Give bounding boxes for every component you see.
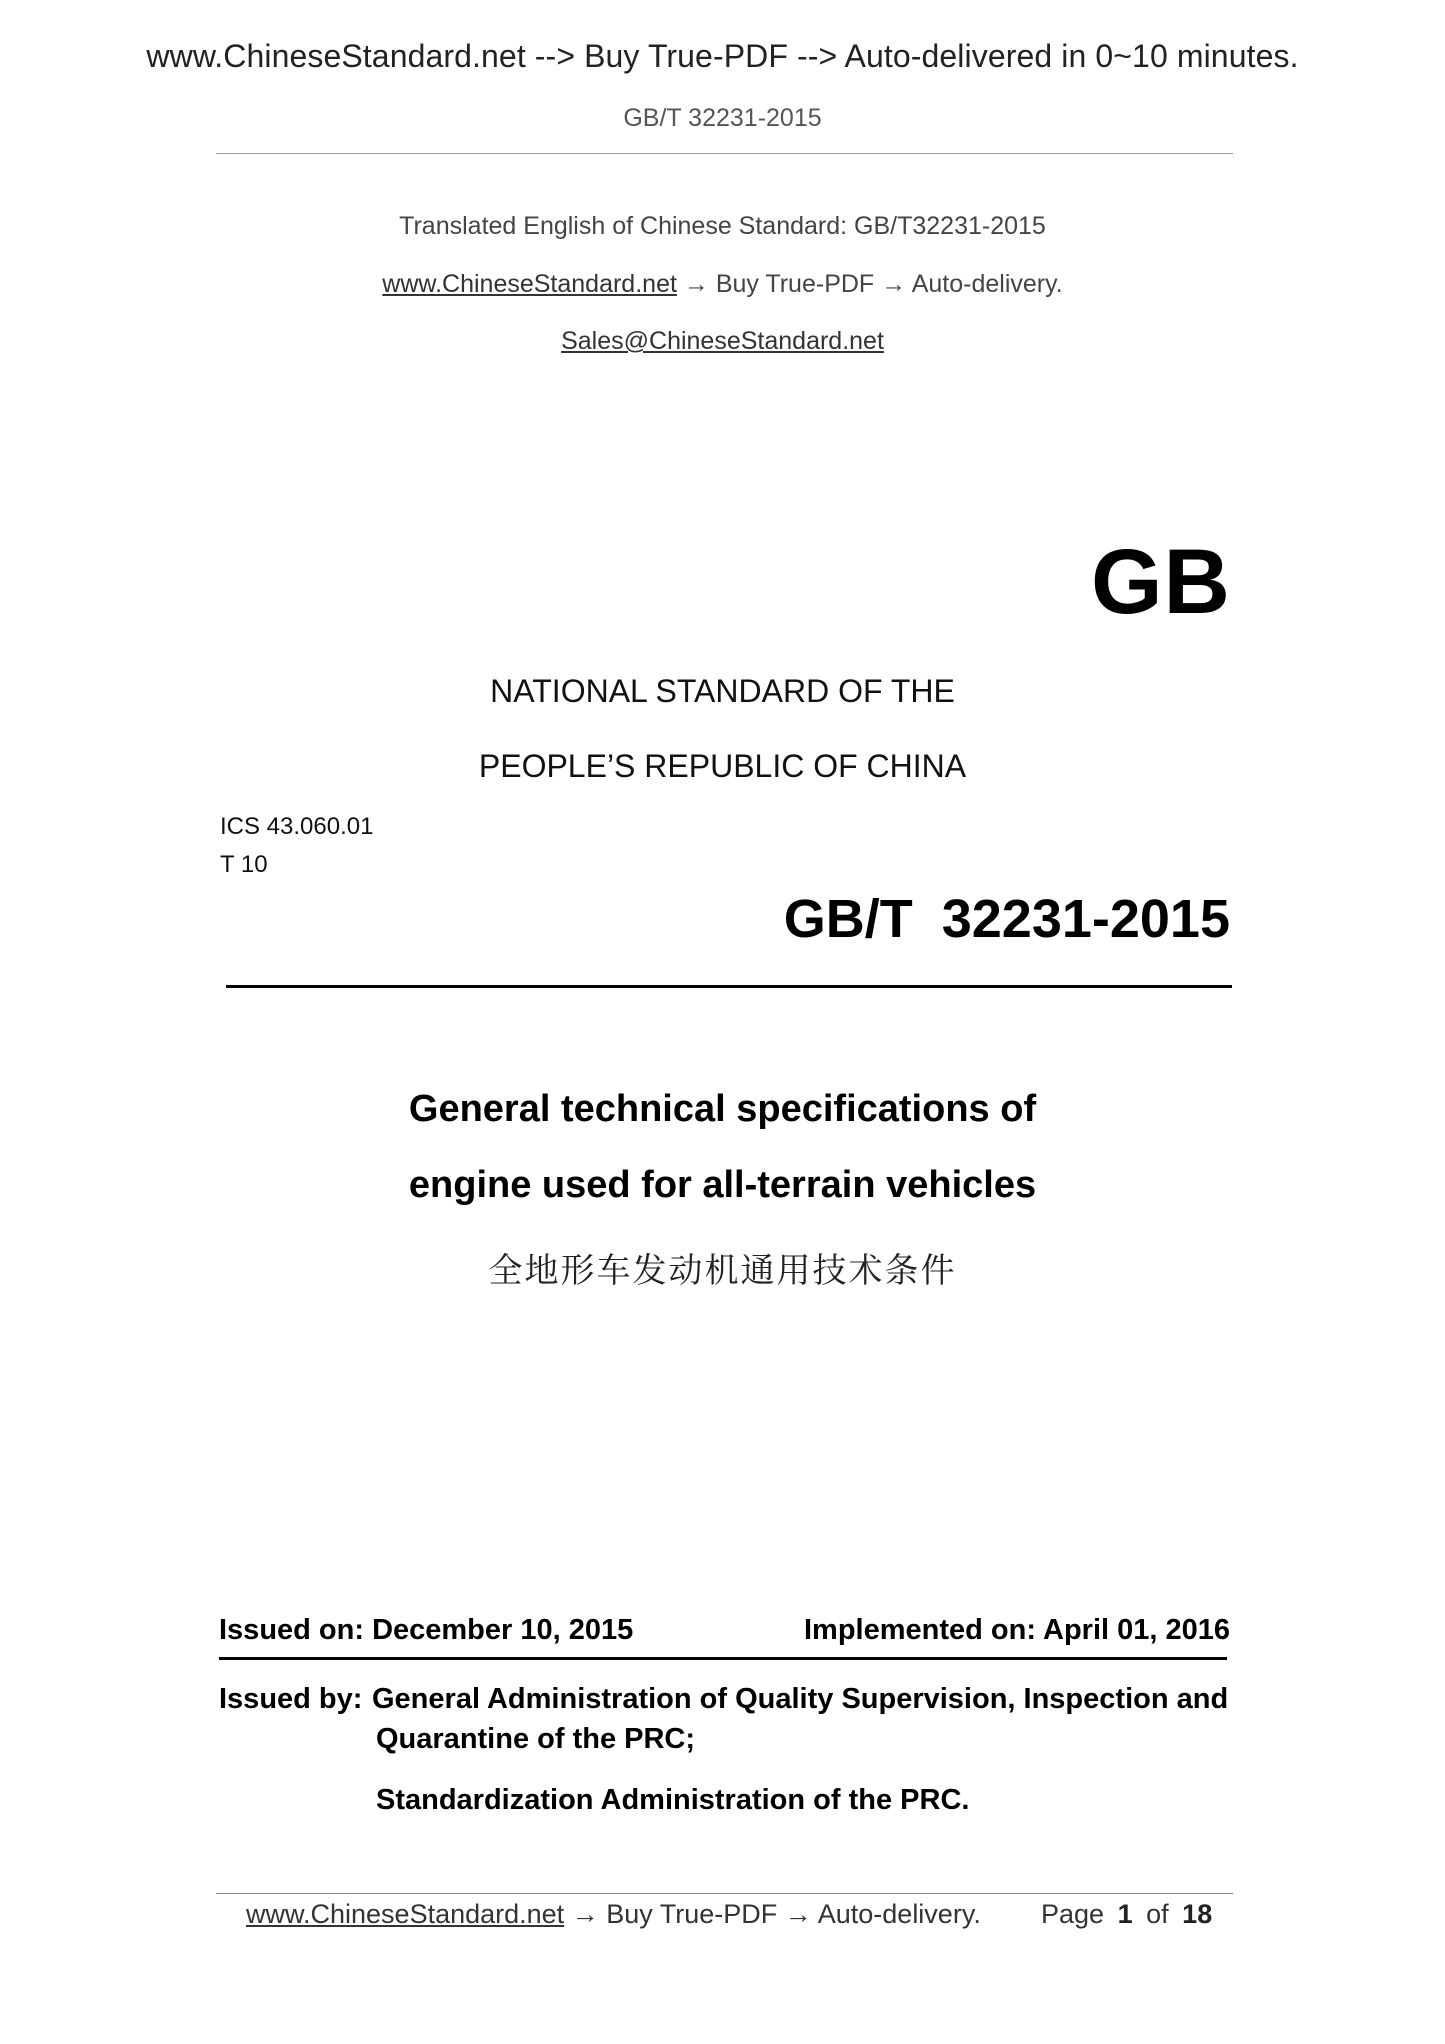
footer-site-link[interactable]: www.ChineseStandard.net xyxy=(246,1899,565,1929)
page-current: 1 xyxy=(1117,1899,1133,1929)
national-standard-line1: NATIONAL STANDARD OF THE xyxy=(490,673,955,709)
header-divider xyxy=(216,153,1233,154)
issuer-1-line1: General Administration of Quality Supervision, Inspection and xyxy=(372,1683,1229,1715)
title-chinese: 全地形车发动机通用技术条件 xyxy=(488,1251,957,1291)
sales-line xyxy=(0,327,1445,356)
issuer-2: Standardization Administration of the PRC. xyxy=(376,1784,970,1816)
issuer-1-line2: Quarantine of the PRC; xyxy=(376,1723,696,1755)
implemented-on-date: Implemented on: April 01, 2016 xyxy=(804,1614,1230,1646)
page-indicator xyxy=(1041,1899,1212,1930)
standard-number: GB/T 32231-2015 xyxy=(783,889,1230,949)
page-of: of xyxy=(1146,1899,1169,1929)
translated-note: Translated English of Chinese Standard: GB/T32231-2015 xyxy=(399,212,1046,240)
ics-code: ICS 43.060.01 xyxy=(220,813,374,840)
dates-divider xyxy=(219,1657,1227,1660)
gb-logo: GB xyxy=(1091,531,1231,633)
title-english-line2: engine used for all-terrain vehicles xyxy=(408,1164,1037,1206)
classification-code: T 10 xyxy=(220,851,268,878)
header-standard-code: GB/T 32231-2015 xyxy=(623,104,822,132)
national-standard-line2: PEOPLE’S REPUBLIC OF CHINA xyxy=(478,748,967,784)
top-banner: www.ChineseStandard.net --> Buy True-PDF --> Auto-delivered in 0~10 minutes. xyxy=(146,38,1299,74)
footer-site-suffix: → Buy True-PDF → Auto-delivery. xyxy=(564,1899,981,1929)
site-line xyxy=(0,270,1445,299)
issued-by-label: Issued by: xyxy=(219,1683,363,1715)
sales-email-link[interactable]: Sales@ChineseStandard.net xyxy=(561,327,884,355)
footer-site-line xyxy=(246,1899,981,1930)
site-link[interactable]: www.ChineseStandard.net xyxy=(382,270,677,298)
page-total: 18 xyxy=(1182,1899,1213,1929)
title-divider xyxy=(226,985,1232,988)
footer-divider xyxy=(216,1893,1233,1894)
page-label: Page xyxy=(1041,1899,1105,1929)
issued-on-date: Issued on: December 10, 2015 xyxy=(219,1614,634,1646)
title-english-line1: General technical specifications of xyxy=(408,1088,1037,1130)
site-suffix: → Buy True-PDF → Auto-delivery. xyxy=(676,270,1063,298)
